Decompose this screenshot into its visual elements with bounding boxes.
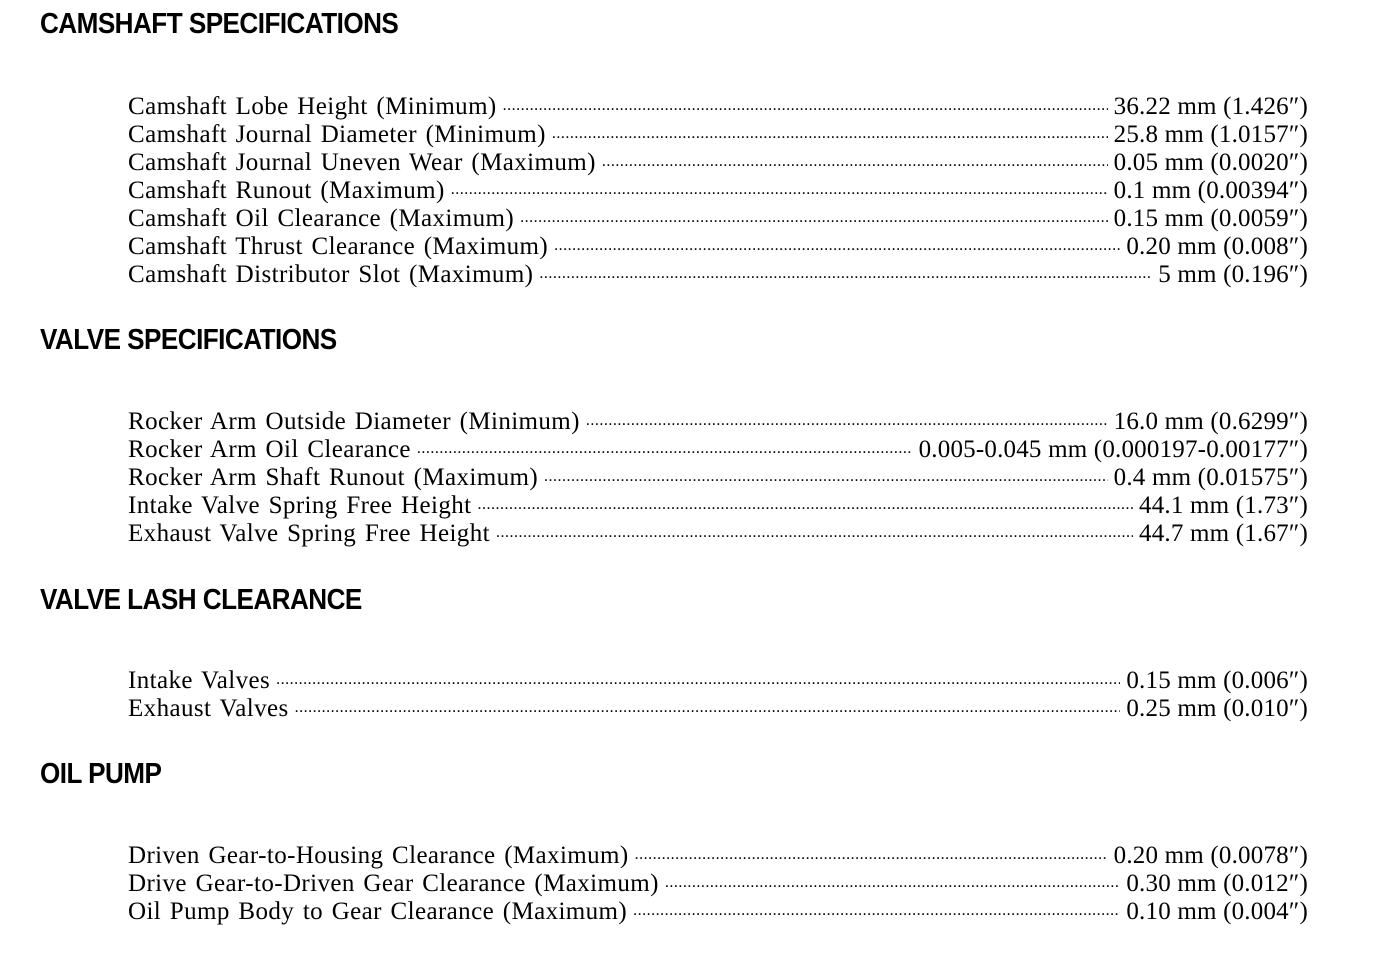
dot-leader — [633, 891, 1120, 919]
spec-label: Camshaft Runout (Maximum) — [128, 177, 445, 204]
spec-value: 0.15 mm (0.006″) — [1126, 667, 1308, 694]
spec-label: Exhaust Valves — [128, 695, 289, 722]
dot-leader — [539, 254, 1152, 282]
spec-label: Camshaft Journal Diameter (Minimum) — [128, 121, 546, 148]
spec-row — [128, 660, 1308, 694]
dot-leader — [544, 457, 1108, 485]
dot-leader — [503, 86, 1108, 114]
spec-label: Camshaft Lobe Height (Minimum) — [128, 93, 497, 120]
valve-spec-list — [128, 401, 1308, 547]
spec-value: 0.05 mm (0.0020″) — [1113, 149, 1308, 176]
spec-label: Exhaust Valve Spring Free Height — [128, 520, 490, 547]
dot-leader — [496, 513, 1133, 541]
spec-value: 0.4 mm (0.01575″) — [1113, 464, 1308, 491]
spec-label: Camshaft Thrust Clearance (Maximum) — [128, 233, 549, 260]
spec-value: 25.8 mm (1.0157″) — [1113, 121, 1308, 148]
camshaft-spec-list — [128, 86, 1308, 288]
spec-row — [128, 835, 1308, 869]
dot-leader — [520, 198, 1108, 226]
spec-value: 0.25 mm (0.010″) — [1126, 695, 1308, 722]
oil-pump-list — [128, 835, 1308, 925]
spec-value: 44.1 mm (1.73″) — [1139, 492, 1308, 519]
spec-value: 44.7 mm (1.67″) — [1139, 520, 1308, 547]
section-title-camshaft: CAMSHAFT SPECIFICATIONS — [40, 8, 399, 40]
spec-label: Rocker Arm Shaft Runout (Maximum) — [128, 464, 539, 491]
spec-label: Camshaft Oil Clearance (Maximum) — [128, 205, 515, 232]
spec-label: Camshaft Distributor Slot (Maximum) — [128, 261, 534, 288]
spec-label: Oil Pump Body to Gear Clearance (Maximum) — [128, 898, 628, 925]
section-title-oil-pump: OIL PUMP — [40, 758, 162, 790]
dot-leader — [586, 401, 1108, 429]
spec-label: Rocker Arm Oil Clearance — [128, 436, 411, 463]
dot-leader — [552, 114, 1108, 142]
spec-value: 0.15 mm (0.0059″) — [1113, 205, 1308, 232]
spec-label: Driven Gear-to-Housing Clearance (Maximum) — [128, 842, 629, 869]
dot-leader — [602, 142, 1108, 170]
spec-value: 5 mm (0.196″) — [1158, 261, 1308, 288]
section-title-valve-lash: VALVE LASH CLEARANCE — [40, 584, 362, 616]
spec-value: 16.0 mm (0.6299″) — [1113, 408, 1308, 435]
dot-leader — [554, 226, 1120, 254]
spec-label: Rocker Arm Outside Diameter (Minimum) — [128, 408, 580, 435]
spec-value: 0.005-0.045 mm (0.000197-0.00177″) — [918, 436, 1308, 463]
spec-label: Drive Gear-to-Driven Gear Clearance (Maximum) — [128, 870, 659, 897]
dot-leader — [276, 660, 1120, 688]
dot-leader — [665, 863, 1121, 891]
spec-value: 36.22 mm (1.426″) — [1113, 93, 1308, 120]
spec-value: 0.20 mm (0.008″) — [1126, 233, 1308, 260]
spec-row — [128, 86, 1308, 120]
spec-label: Intake Valves — [128, 667, 271, 694]
dot-leader — [477, 485, 1133, 513]
section-title-valve: VALVE SPECIFICATIONS — [40, 324, 337, 356]
dot-leader — [451, 170, 1108, 198]
spec-value: 0.20 mm (0.0078″) — [1113, 842, 1308, 869]
spec-label: Intake Valve Spring Free Height — [128, 492, 472, 519]
spec-value: 0.10 mm (0.004″) — [1126, 898, 1308, 925]
dot-leader — [635, 835, 1108, 863]
spec-value: 0.30 mm (0.012″) — [1126, 870, 1308, 897]
spec-label: Camshaft Journal Uneven Wear (Maximum) — [128, 149, 596, 176]
dot-leader — [295, 688, 1121, 716]
valve-lash-list — [128, 660, 1308, 722]
spec-value: 0.1 mm (0.00394″) — [1113, 177, 1308, 204]
spec-row — [128, 401, 1308, 435]
dot-leader — [417, 429, 913, 457]
